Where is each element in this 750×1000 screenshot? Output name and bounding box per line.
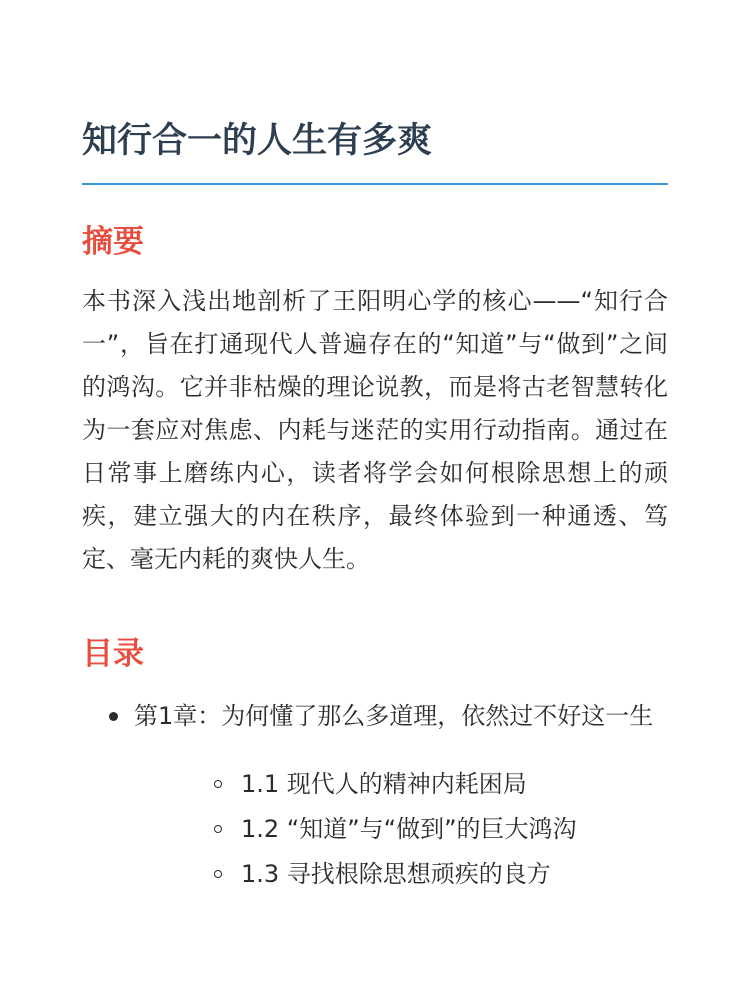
toc-section-label: 1.3 寻找根除思想顽疾的良方 [241,860,551,888]
bullet-circle-icon [214,870,222,878]
toc-section-1-1 [189,762,668,807]
toc-section-1-3 [189,852,668,897]
toc-chapter-label: 第1章：为何懂了那么多道理，依然过不好这一生 [134,702,654,730]
toc-section-1-2 [189,807,668,852]
title-divider [82,183,668,185]
abstract-heading: 摘要 [82,224,144,260]
bullet-circle-icon [214,780,222,788]
document-title: 知行合一的人生有多爽 [82,121,433,161]
bullet-circle-icon [214,825,222,833]
toc-section-label: 1.2 “知道”与“做到”的巨大鸿沟 [241,815,577,843]
bullet-disc-icon [109,712,118,721]
toc-section-label: 1.1 现代人的精神内耗困局 [241,770,527,798]
table-of-contents [82,696,668,897]
toc-heading: 目录 [82,636,144,672]
abstract-text: 本书深入浅出地剖析了王阳明心学的核心——“知行合一”，旨在打通现代人普遍存在的“知道”与“做到”之间的鸿沟。它并非枯燥的理论说教，而是将古老智慧转化为一套应对焦虑、内耗与迷茫的实用行动指南。通过在日常事上磨练内心，读者将学会如何根除思想上的顽疾，建立强大的内在秩序，最终体验到一种通透、笃定、毫无内耗的爽快人生。 [82,287,668,573]
toc-chapter-1 [82,696,668,897]
toc-chapter-1-sections [134,762,668,897]
